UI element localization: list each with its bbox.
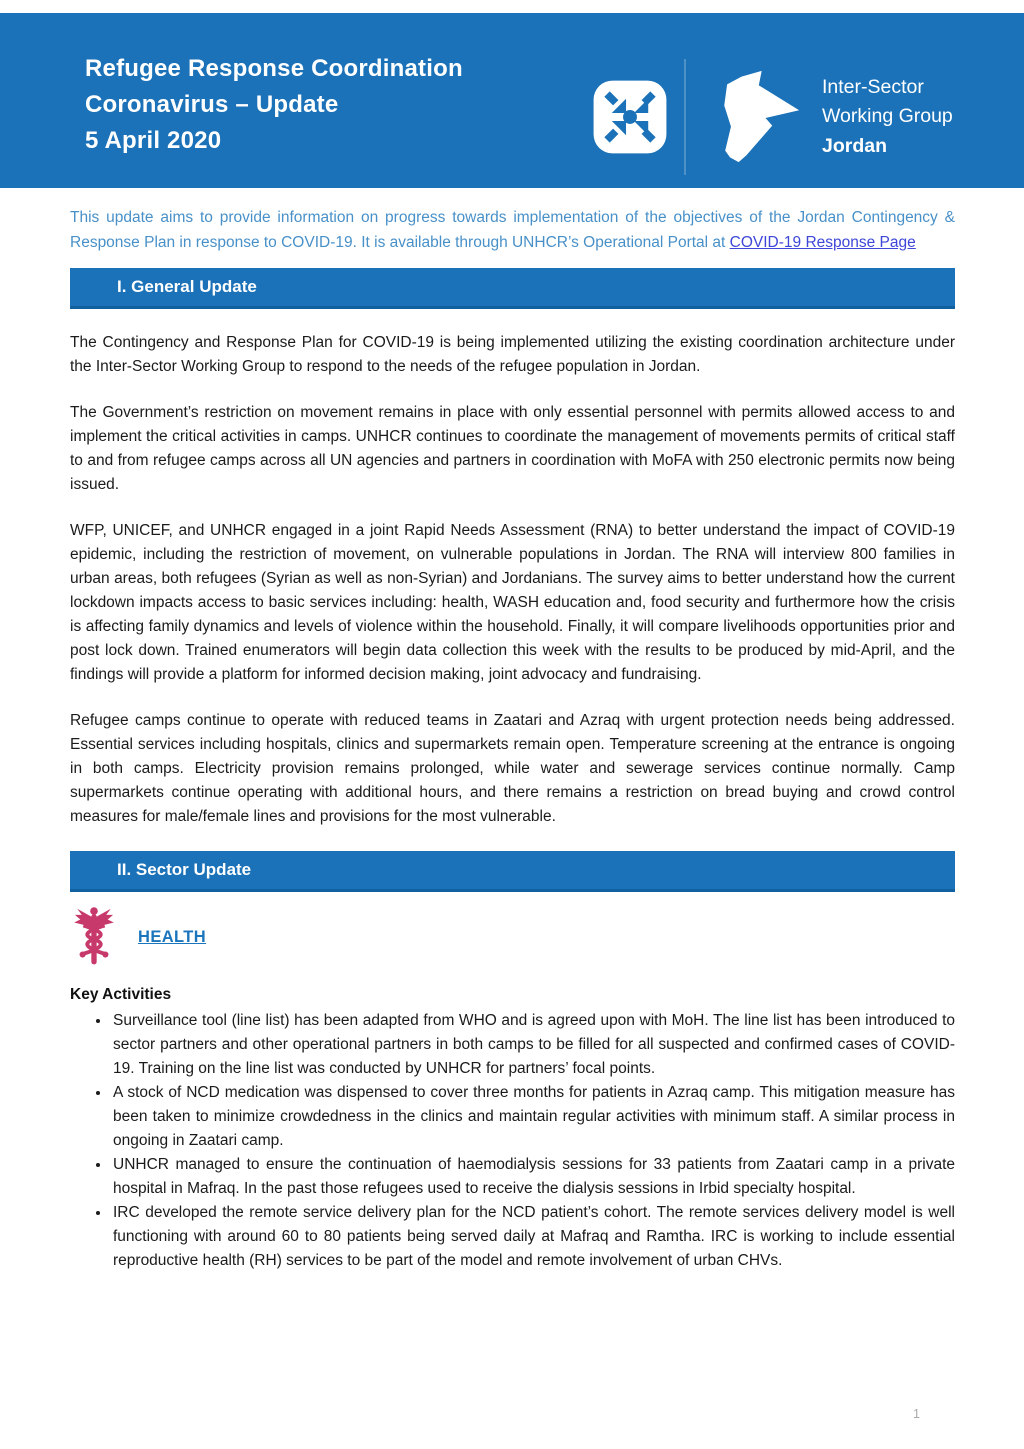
org-line-1: Inter-Sector xyxy=(822,75,924,98)
document-body xyxy=(0,205,1024,1273)
intro-paragraph xyxy=(70,205,955,255)
bullet-ncd-medication: • A stock of NCD medication was dispensed to cover three months for patients in Azraq camp. This mitigation measure has been taken to minimize crowdedness in the clinics and maintain regular activities with minimum staff. A similar process in ongoing in Zaatari camp. xyxy=(111,1081,955,1153)
title-line-3: 5 April 2020 xyxy=(85,127,222,154)
key-activities-heading: Key Activities xyxy=(70,986,172,1003)
arrows-to-center-icon xyxy=(592,79,668,155)
org-logo xyxy=(592,57,953,177)
org-name xyxy=(822,73,953,162)
health-bullet-list xyxy=(70,1009,955,1273)
caduceus-icon xyxy=(70,905,118,969)
health-sector-header xyxy=(70,904,955,970)
title-line-2: Coronavirus – Update xyxy=(85,91,339,118)
health-section-link[interactable]: HEALTH xyxy=(138,927,207,946)
section-heading-sector-update: II. Sector Update xyxy=(70,851,955,892)
paragraph-movement-restriction: The Government’s restriction on movement remains in place with only essential personnel with permits allowed access to and implement the critical activities in camps. UNHCR continues to coordinate the management of movements permits of critical staff to and from refugee camps across all UN agencies and partners in coordination with MoFA with 250 electronic permits now being issued. xyxy=(70,404,955,493)
paragraph-rapid-needs-assessment: WFP, UNICEF, and UNHCR engaged in a joint Rapid Needs Assessment (RNA) to better understand the impact of COVID-19 epidemic, including the restriction of movement, on vulnerable populations in Jordan. The RNA will interview 800 families in urban areas, both refugees (Syrian as well as non-Syrian) and Jordanians. The survey aims to better understand how the current lockdown impacts access to basic services including: health, WASH education and, food security and furthermore how the crisis is affecting family dynamics and levels of violence within the household. Finally, it will compare livelihoods opportunities prior and post lock down. Trained enumerators will begin data collection this week with the results to be produced by mid-April, and the findings will provide a platform for informed decision making, joint advocacy and fundraising. xyxy=(70,522,955,683)
page-number: 1 xyxy=(913,1407,920,1421)
intro-text: This update aims to provide information on progress towards implementation of the objectives of the Jordan Contingency & Response Plan in response to COVID-19. It is available through UNHCR’s Operational Portal at xyxy=(70,209,955,251)
bullet-surveillance-tool: • Surveillance tool (line list) has been adapted from WHO and is agreed upon with MoH. The line list has been introduced to sector partners and other operational partners in both camps to be filled for all suspected and confirmed cases of COVID-19. Training on the line list was conducted by UNHCR for partners’ focal points. xyxy=(111,1009,955,1081)
title-line-1: Refugee Response Coordination xyxy=(85,55,463,82)
org-line-2: Working Group xyxy=(822,105,953,128)
bullet-irc-remote-service: • IRC developed the remote service delivery plan for the NCD patient’s cohort. The remote services delivery model is well functioning with around 60 to 80 patients being served daily at Mafraq and Ramtha. IRC is working to include essential reproductive health (RH) services to be part of the model and remote involvement of urban CHVs. xyxy=(111,1201,955,1273)
org-line-3: Jordan xyxy=(822,134,888,157)
paragraph-refugee-camps: Refugee camps continue to operate with reduced teams in Zaatari and Azraq with urgent protection needs being addressed. Essential services including hospitals, clinics and supermarkets remain open. Temperature screening at the entrance is ongoing in both camps. Electricity provision remains prolonged, while water and sewerage services continue normally. Camp supermarkets continue operating with additional hours, and there remains a restriction on bread buying and crowd control measures for male/female lines and provisions for the most vulnerable. xyxy=(70,712,955,825)
header-banner xyxy=(0,13,1024,188)
document-title xyxy=(85,51,463,159)
section-heading-general-update: I. General Update xyxy=(70,268,955,309)
covid-response-page-link[interactable]: COVID-19 Response Page xyxy=(729,234,916,251)
logo-divider xyxy=(684,59,686,175)
bullet-haemodialysis: • UNHCR managed to ensure the continuation of haemodialysis sessions for 33 patients from Zaatari camp in a private hospital in Mafraq. In the past those refugees used to receive the dialysis sessions in Irbid specialty hospital. xyxy=(111,1153,955,1201)
paragraph-contingency-plan: The Contingency and Response Plan for COVID-19 is being implemented utilizing the existing coordination architecture under the Inter-Sector Working Group to respond to the needs of the refugee population in Jordan. xyxy=(70,334,955,375)
jordan-map-icon xyxy=(702,69,806,165)
